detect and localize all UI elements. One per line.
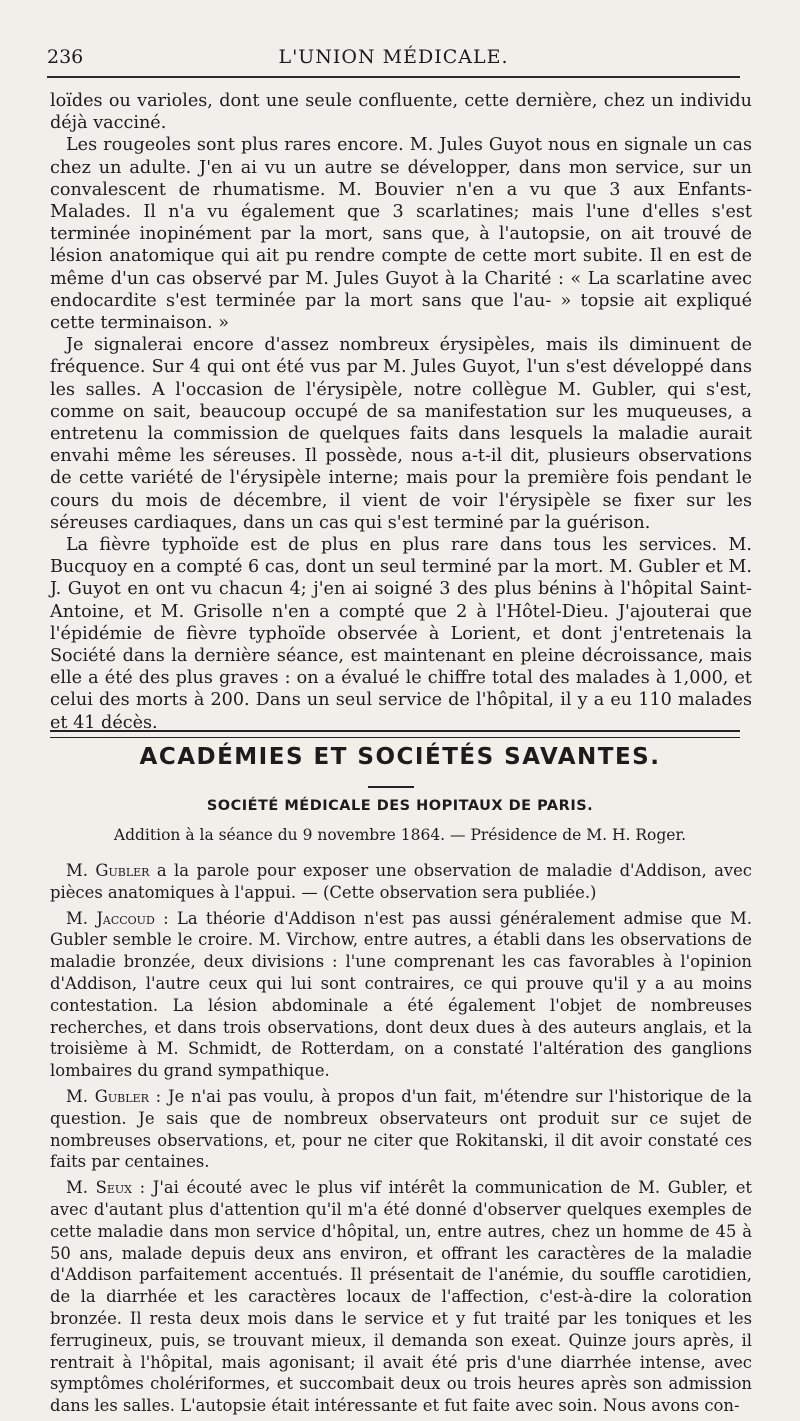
session-line: Addition à la séance du 9 novembre 1864. — Présidence de M. H. Roger.	[113, 826, 687, 844]
paragraph	[50, 1086, 752, 1173]
speaker-name: M. Gubler	[66, 1086, 149, 1106]
paragraph: Je signalerai encore d'assez nombreux érysipèles, mais ils diminuent de fréquence. Sur 4 qui ont été vus par M. Jules Guyot, l'un s'est développé dans les salles. A l'occasion de l'érysipèle, notre collègue M. Gubler, qui s'est, comme on sait, beaucoup occupé de sa manifestation sur les muqueuses, a entretenu la commission de quelques faits dans lesquels la maladie aurait envahi même les séreuses. Il possède, nous a-t-il dit, plusieurs observations de cette variété de l'érysipèle interne; mais pour la première fois pendant le cours du mois de décembre, il vient de voir l'érysipèle se fixer sur les séreuses cardiaques, dans un cas qui s'est terminé par la guérison.	[50, 335, 752, 533]
society-proceedings	[50, 860, 752, 1421]
speaker-name: M. Seux	[66, 1178, 132, 1198]
section-divider	[50, 730, 740, 738]
paragraph-text: : J'ai écouté avec le plus vif intérêt la communication de M. Gubler, et avec d'autant plus d'attention qu'il m'a été donné d'observer quelques exemples de cette maladie dans mon service d'hôpital, un, entre autres, chez un homme de 45 à 50 ans, malade depuis deux ans environ, et offrant les caractères de la maladie d'Addison parfaitement accentués. Il présentait de l'anémie, du souffle carotidien, de la diarrhée et les caractères locaux de l'affection, c'est-à-dire la coloration bronzée. Il resta deux mois dans le service et y fut traité par les toniques et les ferrugineux, puis, se trouvant mieux, il demanda son exeat. Quinze jours après, il rentrait à l'hôpital, mais agonisant; il avait été pris d'une diarrhée intense, avec symptômes cholériformes, et succombait deux ou trois heures après son admission dans les salles. L'autopsie était intéressante et fut faite avec soin. Nous avons con-	[50, 1178, 752, 1416]
running-head	[47, 42, 740, 78]
speaker-name: M. Gubler	[66, 861, 150, 880]
journal-title: L'UNION MÉDICALE.	[278, 46, 509, 68]
page-number: 236	[47, 46, 84, 68]
paragraph: Les rougeoles sont plus rares encore. M. Jules Guyot nous en signale un cas chez un adulte. J'en ai vu un autre se développer, dans mon service, sur un convalescent de rhumatisme. M. Bouvier n'en a vu que 3 aux Enfants-Malades. Il n'a vu également que 3 scarlatines; mais l'une d'elles s'est terminée inopinément par la mort, sans que, à l'autopsie, on ait trouvé de lésion anatomique qui ait pu rendre compte de cette mort subite. Il en est de même d'un cas observé par M. Jules Guyot à la Charité : « La scarlatine avec endocardite s'est terminée par la mort sans que l'au- » topsie ait expliqué cette terminaison. »	[50, 135, 752, 334]
article-continuation	[50, 90, 752, 734]
speaker-name: M. Jaccoud	[66, 908, 155, 928]
paragraph-text: : La théorie d'Addison n'est pas aussi généralement admise que M. Gubler semble le croire. M. Virchow, entre autres, a établi dans les observations de maladie bronzée, deux divisions : l'une comprenant les cas favorables à l'opinion d'Addison, l'autre ceux qui lui sont contraires, ce qui prouve qu'il y a au moins contestation. La lésion abdominale a été également l'objet de nombreuses recherches, et dans trois observations, dont deux dues à des auteurs anglais, et la troisième à M. Schmidt, de Rotterdam, on a constaté l'altération des ganglions lombaires du grand sympathique.	[50, 908, 752, 1081]
paragraph: loïdes ou varioles, dont une seule confluente, cette dernière, chez un individu déjà vacciné.	[50, 91, 752, 134]
paragraph-text: a la parole pour exposer une observation de maladie d'Addison, avec pièces anatomiques à l'appui. — (Cette observation sera publiée.)	[50, 861, 752, 902]
paragraph	[50, 1177, 752, 1417]
short-divider	[368, 786, 414, 788]
section-title: ACADÉMIES ET SOCIÉTÉS SAVANTES.	[139, 744, 661, 770]
paragraph	[50, 908, 752, 1082]
paragraph-text: : Je n'ai pas voulu, à propos d'un fait, m'étendre sur l'historique de la question. Je sais que de nombreux observateurs ont produit sur ce sujet de nombreuses observations, et, pour ne citer que Rokitanski, il dit avoir constaté ces faits par centaines.	[50, 1086, 752, 1172]
paragraph	[50, 860, 752, 904]
paragraph: La fièvre typhoïde est de plus en plus rare dans tous les services. M. Bucquoy en a compté 6 cas, dont un seul terminé par la mort. M. Gubler et M. J. Guyot en ont vu chacun 4; j'en ai soigné 3 des plus bénins à l'hôpital Saint-Antoine, et M. Grisolle n'en a compté que 2 à l'Hôtel-Dieu. J'ajouterai que l'épidémie de fièvre typhoïde observée à Lorient, et dont j'entretenais la Société dans la dernière séance, est maintenant en pleine décroissance, mais elle a été des plus graves : on a évalué le chiffre total des malades à 1,000, et celui des morts à 200. Dans un seul service de l'hôpital, il y a eu 110 malades et 41 décès.	[50, 535, 752, 733]
society-title: SOCIÉTÉ MÉDICALE DES HOPITAUX DE PARIS.	[206, 798, 594, 814]
